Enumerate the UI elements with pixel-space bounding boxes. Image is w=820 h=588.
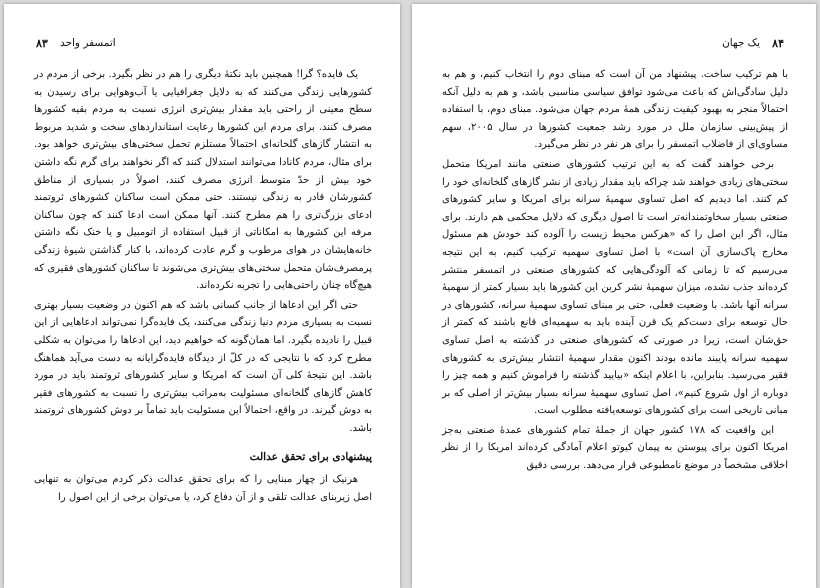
paragraph: با هم ترکیب ساخت. پیشنهاد من آن است که مبنای دوم را انتخاب کنیم، و هم به دلیل سادگی‌اش که باعث می‌شود توافق سیاسی مناسبی باشد، و هم به دلیل آنکه احتمالاً منجر به بهبود کیفیت زندگی همهٔ مردم جهان می‌شود. مبنای دوم، با استفاده از پیش‌بینی سازمان ملل در مورد رشد جمعیت کشورها در سال ۲۰۰۵، سهم مساوی‌ای از فاضلاب اتمسفر را برای هر نفر در نظر می‌گیرد. — [442, 69, 788, 151]
page-number: ۸۳ — [36, 37, 48, 50]
right-page — [412, 4, 816, 588]
running-title: یک جهان — [722, 37, 760, 49]
page-number: ۸۴ — [772, 37, 784, 50]
paragraph: این واقعیت که ۱۷۸ کشور جهان از جملهٔ تمام کشورهای عمدهٔ صنعتی به‌جز امریکا اکنون برای پیوستن به پیمان کیوتو اعلام آمادگی کرده‌اند امریکا را از نظر اخلاقی مشخصاً در موضع نامطبوعی قرار می‌دهد. بررسی دقیق — [442, 424, 788, 472]
paragraph: حتی اگر این ادعاها از جانب کسانی باشد که هم اکنون در وضعیت بسیار بهتری نسبت به بسیاری مردم دنیا زندگی می‌کنند، یک فایده‌گرا نمی‌تواند ادعاهایی از این قبیل را نادیده بگیرد. اما همان‌گونه که خواهیم دید، این ادعاها را می‌توان به شکلی مطرح کرد که با نتایجی که در کلّ از دیدگاه فایده‌گرایانه به دست می‌آید هماهنگ باشد. این نتیجهٔ کلی آن است که امریکا و سایر کشورهای ثروتمند باید در مورد کاهش گازهای گلخانه‌ای مسئولیت به‌مراتب بیش‌تری را نسبت به کشورهای فقیر به دوش گیرند. در واقع، احتمالاً این مسئولیت باید تماماً بر دوش کشورهای ثروتمند باشد. — [34, 299, 372, 434]
paragraph: برخی خواهند گفت که به این ترتیب کشورهای صنعتی مانند امریکا متحمل سختی‌های زیادی خواهند شد چراکه باید مقدار زیادی از نشر گازهای گلخانه‌ای خود را کم کنند. اما دیدیم که اصل تساوی سهمیهٔ سرانه برای امریکا و سایر کشورهای صنعتی بسیار سخاوتمندانه‌تر است تا اصول دیگری که دلایل محکمی هم دارند. برای مثال، اگر این اصل را که «هرکس محیط زیست را آلوده کند خودش هم مسئول مخارج پاک‌سازی آن است» با اصل تساوی سهمیه ترکیب کنیم، به این نتیجه می‌رسیم که تا زمانی که آلودگی‌هایی که کشورهای صنعتی در اتمسفر منتشر کرده‌اند جذب نشده، میزان سهمیهٔ نشر کربن این کشورها باید بسیار کمتر از سهمیهٔ سرانه آنها باشد. با وضعیت فعلی، حتی بر مبنای تساوی سهمیهٔ سرانه، کشورهای در حال توسعه برای دست‌کم یک قرن آینده باید به سهمیه‌ای قانع باشند که کمتر از حق‌شان است، زیرا در صورتی که کشورهای صنعتی در گذشته به اصل تساوی سهمیه سرانه پایبند مانده بودند اکنون مقدار سهمیهٔ انتشار بیش‌تری به کشورهای فقیر می‌رسید. بنابراین، با اعلام اینکه «بیایید گذشته را فراموش کنیم و همه چیز را دوباره از اول شروع کنیم»، اصل تساوی سهمیهٔ سرانه بسیار بیش‌تر از اصلی که بر مبانی تاریخی است برای کشورهای توسعه‌یافته مطلوب است. — [442, 158, 788, 417]
paragraph: یک فایده؟ گرا! همچنین باید نکتهٔ دیگری را هم در نظر بگیرد. برخی از مردم در کشورهایی زندگی می‌کنند که به دلایل جغرافیایی یا آب‌وهوایی برای رسیدن به سطح معینی از راحتی باید مقدار بیش‌تری انرژی نسبت به مردم بقیه کشورها مصرف کنند. برای مردم این کشورها رعایت استانداردهای سخت و شدید مربوط به انتشار گازهای گلخانه‌ای احتمالاً مستلزم تحمل سختی‌های بیش‌تری خواهد بود. برای مثال، مردم کانادا می‌توانند استدلال کنند که اگر نخواهند برای گرم نگه داشتن خود بیش از حدّ متوسط انرژی مصرف کنند، اصولاً در بسیاری از مناطق کشورشان قادر به زندگی نیستند. حتی ممکن است ساکنان کشورهای ثروتمند ادعای بزرگ‌تری را هم مطرح کنند. آنها ممکن است ادعا کنند که چون ساکنان مرفه این کشورها به امکاناتی از قبیل استفاده از اتومبیل و یا خنک نگه داشتن خانه‌هایشان در هوای مرطوب و گرم عادت کرده‌اند، با کنار گذاشتن شیوهٔ زندگی پرمصرف‌شان متحمل سختی‌های بیش‌تری می‌شوند تا ساکنان کشورهای فقیری که هیچ‌گاه چنان راحتی‌هایی را تجربه نکرده‌اند. — [34, 69, 372, 292]
left-page — [4, 4, 400, 588]
paragraph: هرنیک از چهار مبنایی را که برای تحقق عدالت ذکر کردم می‌توان به تنهایی اصل زیربنای عدالت تلقی و از آن دفاع کرد، یا می‌توان برخی از این اصول را — [34, 474, 372, 503]
page-header — [442, 37, 786, 53]
page-body — [34, 66, 372, 506]
running-title: اتمسفر واحد — [60, 37, 116, 49]
page-body — [442, 66, 788, 475]
page-header — [34, 37, 370, 53]
section-heading: پیشنهادی برای تحقق عدالت — [249, 451, 372, 464]
